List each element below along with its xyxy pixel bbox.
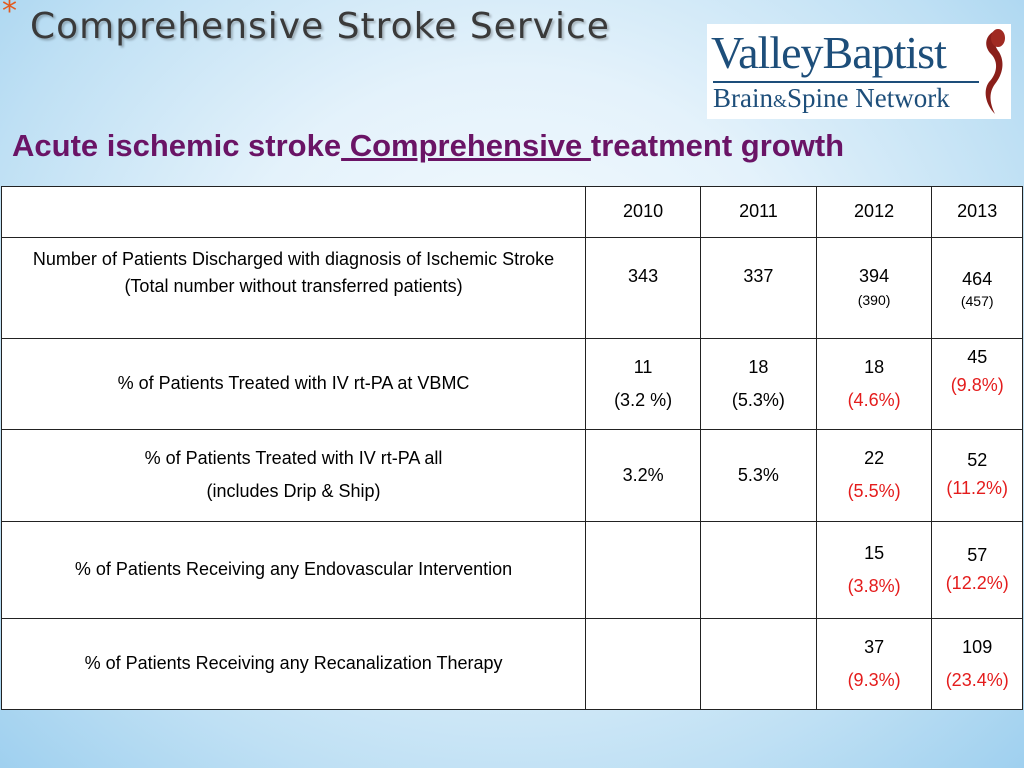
value-main: 22 xyxy=(864,448,885,468)
value-sub: (5.5%) xyxy=(847,480,901,501)
value-main: 5.3% xyxy=(737,465,779,485)
header-year: 2011 xyxy=(701,187,817,238)
row-label xyxy=(2,430,586,522)
value-sub: (9.3%) xyxy=(847,669,901,690)
logo-line-1: ValleyBaptist xyxy=(711,27,946,78)
value-sub: (3.8%) xyxy=(847,575,901,596)
value-sub: (390) xyxy=(857,291,891,308)
value-main: 37 xyxy=(864,637,885,657)
value-sub: (23.4%) xyxy=(945,669,1009,690)
value-cell xyxy=(816,430,932,522)
value-cell xyxy=(932,619,1023,710)
slide-subtitle xyxy=(12,128,844,164)
value-main: 15 xyxy=(864,543,885,563)
header-year: 2010 xyxy=(586,187,701,238)
subtitle-part-1: Acute ischemic stroke xyxy=(12,128,342,163)
value-cell xyxy=(701,339,817,430)
row-label-line-1: % of Patients Treated with IV rt-PA all xyxy=(144,448,443,468)
logo-spine-network: Spine Network xyxy=(787,83,950,113)
value-main: 343 xyxy=(628,266,659,286)
slide-title: Comprehensive Stroke Service xyxy=(30,6,610,47)
value-cell xyxy=(701,522,817,619)
row-label-line-1: % of Patients Receiving any Recanalization Therapy xyxy=(84,653,503,673)
value-cell xyxy=(816,339,932,430)
subtitle-underlined: Comprehensive xyxy=(341,128,591,163)
logo-brain: Brain xyxy=(713,83,773,113)
value-sub: (5.3%) xyxy=(731,389,785,410)
row-label xyxy=(2,339,586,430)
table-row xyxy=(2,619,1023,710)
table-row xyxy=(2,430,1023,522)
header-empty-cell xyxy=(2,187,586,238)
value-sub: (12.2%) xyxy=(945,572,1009,593)
value-main: 52 xyxy=(967,450,988,470)
value-cell xyxy=(932,238,1023,339)
row-label-line-1: % of Patients Treated with IV rt-PA at VBMC xyxy=(117,373,470,393)
title-bullet: * xyxy=(2,0,17,29)
value-sub: (11.2%) xyxy=(946,477,1009,498)
table-row xyxy=(2,339,1023,430)
value-sub: (9.8%) xyxy=(950,374,1004,395)
value-main: 394 xyxy=(859,266,890,286)
logo-swirl-icon xyxy=(979,26,1009,118)
logo-ampersand: & xyxy=(773,91,788,111)
value-cell xyxy=(586,522,701,619)
value-main: 11 xyxy=(633,357,653,377)
header-year: 2012 xyxy=(816,187,932,238)
value-main: 3.2% xyxy=(622,465,664,485)
value-main: 337 xyxy=(743,266,774,286)
value-main: 57 xyxy=(967,545,988,565)
value-cell xyxy=(816,619,932,710)
table-row xyxy=(2,522,1023,619)
valley-baptist-logo xyxy=(707,24,1011,119)
row-label-line-2: (includes Drip & Ship) xyxy=(206,480,381,501)
value-cell xyxy=(932,522,1023,619)
value-main: 18 xyxy=(864,357,885,377)
subtitle-part-3: treatment growth xyxy=(590,128,845,163)
row-label-line-2: (Total number without transferred patients) xyxy=(124,276,463,296)
value-sub: (3.2 %) xyxy=(614,389,673,410)
row-label xyxy=(2,522,586,619)
row-label-line-1: Number of Patients Discharged with diagnosis of Ischemic Stroke xyxy=(32,249,555,269)
value-cell xyxy=(932,339,1023,430)
value-cell xyxy=(586,430,701,522)
value-main: 45 xyxy=(967,347,988,367)
value-cell xyxy=(816,522,932,619)
value-cell xyxy=(701,238,817,339)
value-cell xyxy=(586,339,701,430)
value-main: 18 xyxy=(748,357,769,377)
row-label xyxy=(2,238,586,339)
value-cell xyxy=(586,619,701,710)
value-cell xyxy=(701,430,817,522)
value-sub: (4.6%) xyxy=(847,389,901,410)
table-row xyxy=(2,238,1023,339)
header-year: 2013 xyxy=(932,187,1023,238)
table-header-row xyxy=(2,187,1023,238)
stroke-treatment-table xyxy=(1,186,1023,710)
row-label-line-1: % of Patients Receiving any Endovascular Intervention xyxy=(74,559,513,579)
value-main: 464 xyxy=(962,269,993,289)
value-cell xyxy=(701,619,817,710)
row-label xyxy=(2,619,586,710)
value-main: 109 xyxy=(962,637,993,657)
value-sub: (457) xyxy=(960,292,994,309)
value-cell xyxy=(816,238,932,339)
value-cell xyxy=(586,238,701,339)
value-cell xyxy=(932,430,1023,522)
logo-line-2 xyxy=(713,83,950,114)
